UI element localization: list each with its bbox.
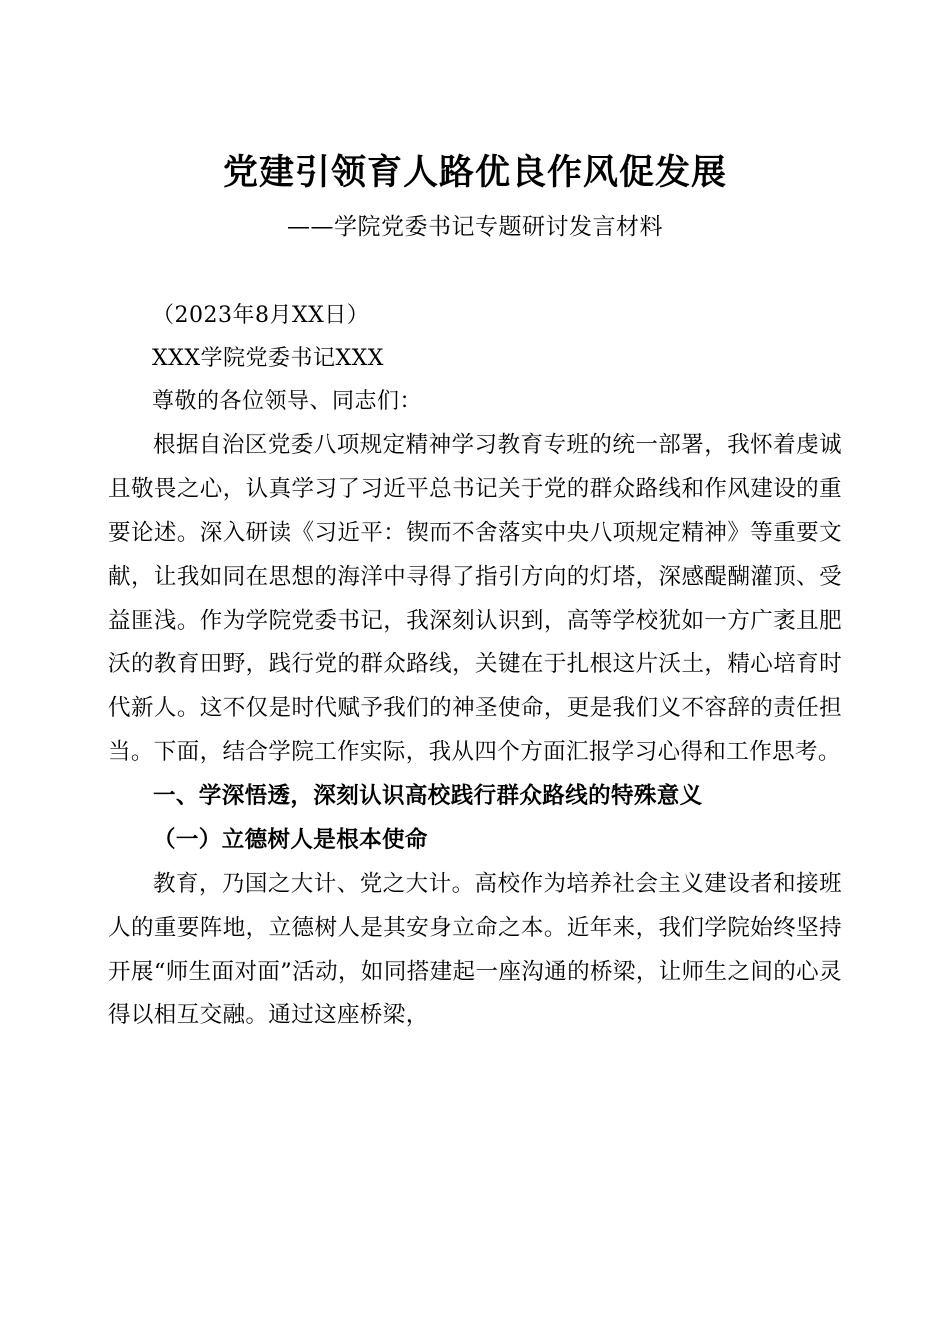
document-author: XXX学院党委书记XXX: [152, 346, 384, 372]
paragraph-subsection-1: 教育，乃国之大计、党之大计。高校作为培养社会主义建设者和接班人的重要阵地，立德树人是其安身立命之本。近年来，我们学院始终坚持开展“师生面对面”活动，如同搭建起一座沟通的桥梁，让师生之间的心灵得以相互交融。通过这座桥梁，: [108, 870, 842, 1029]
page-title: 党建引领育人路优良作风促发展: [222, 153, 727, 193]
document-salutation: 尊敬的各位领导、同志们：: [152, 389, 423, 415]
section-heading-1: 一、学深悟透，深刻认识高校践行群众路线的特殊意义: [153, 783, 703, 810]
document-body: [108, 295, 842, 1038]
subsection-heading-1: （一）立德树人是根本使命: [153, 826, 428, 853]
document-date: （2023年8月XX日）: [152, 303, 370, 329]
paragraph-intro: 根据自治区党委八项规定精神学习教育专班的统一部署，我怀着虔诚且敬畏之心，认真学习了习近平总书记关于党的群众路线和作风建设的重要论述。深入研读《习近平：锲而不舍落实中央八项规定精神》等重要文献，让我如同在思想的海洋中寻得了指引方向的灯塔，深感醍醐灌顶、受益匪浅。作为学院党委书记，我深刻认识到，高等学校犹如一方广袤且肥沃的教育田野，践行党的群众路线，关键在于扎根这片沃土，精心培育时代新人。这不仅是时代赋予我们的神圣使命，更是我们义不容辞的责任担当。下面，结合学院工作实际，我从四个方面汇报学习心得和工作思考。: [108, 432, 842, 766]
page-subtitle: ——学院党委书记专题研讨发言材料: [287, 214, 663, 241]
